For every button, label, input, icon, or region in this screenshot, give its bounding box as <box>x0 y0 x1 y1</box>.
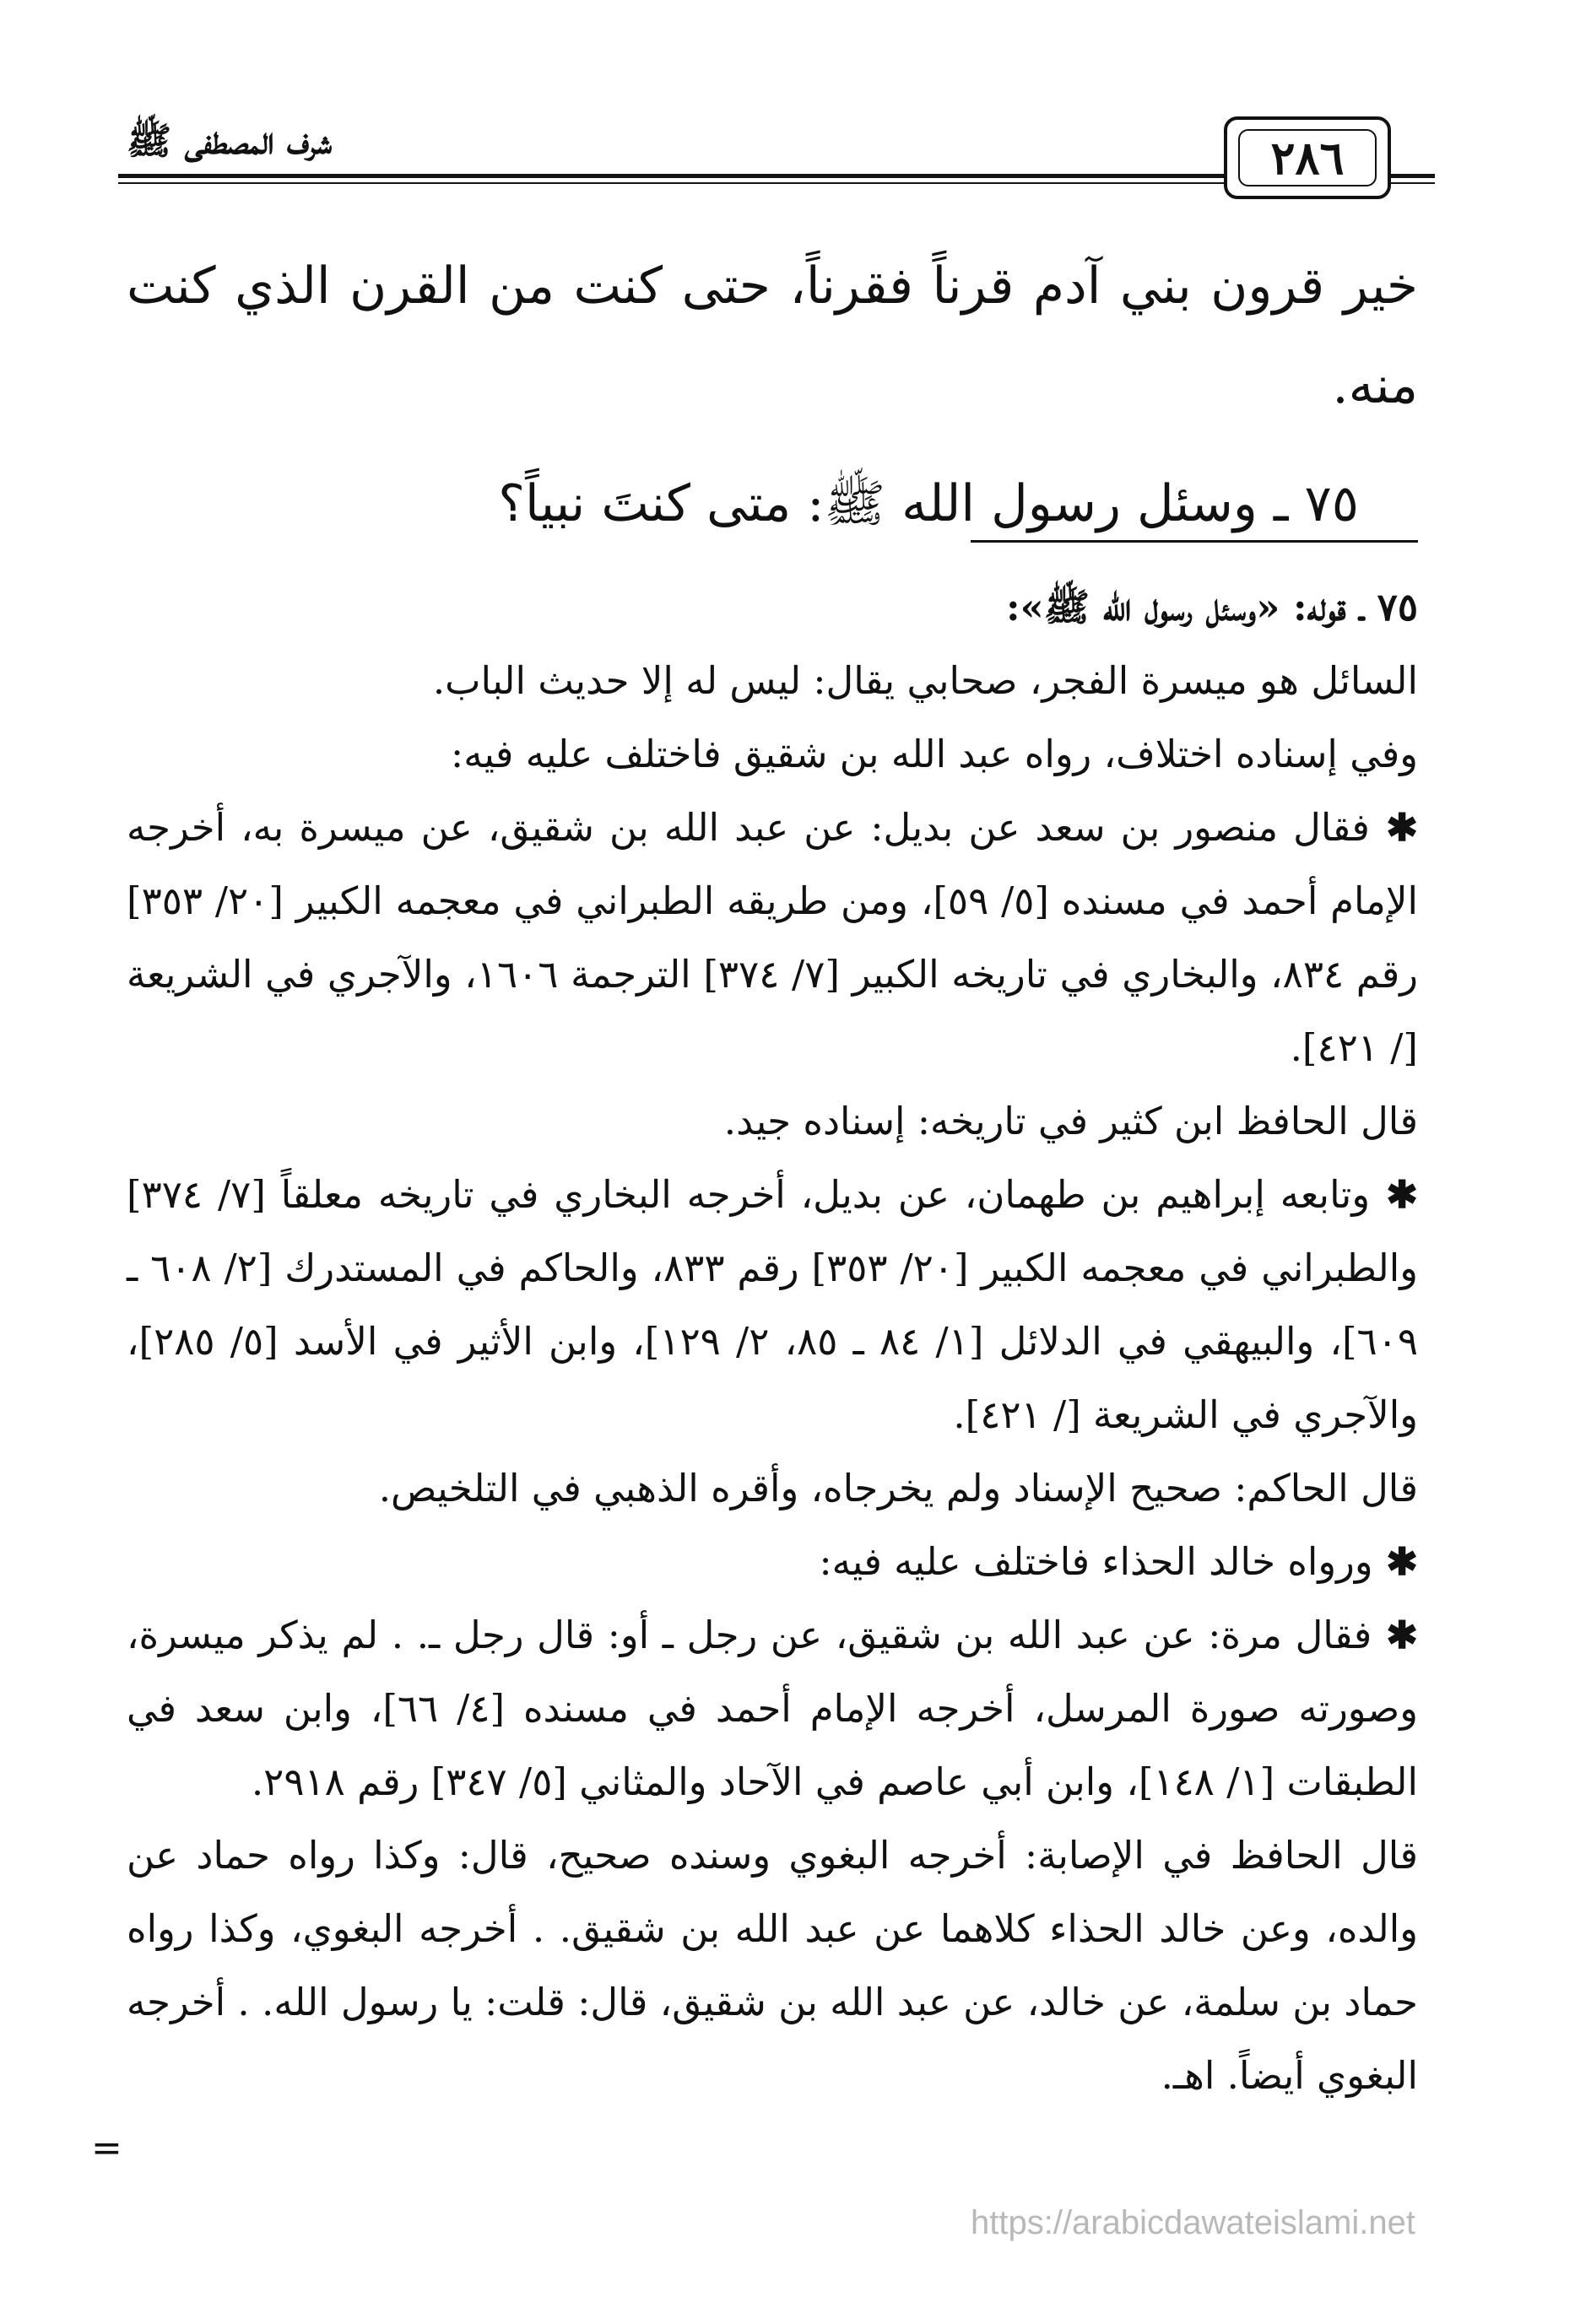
page-number-frame <box>1224 116 1391 199</box>
hadith-item-75: ٧٥ ـ وسئل رسول الله ﷺ: متى كنتَ نبياً؟ <box>498 474 1359 533</box>
watermark-url: https://arabicdawateislami.net <box>971 2204 1415 2241</box>
footnotes <box>127 570 1418 2112</box>
footnote-line-starred: ✱ فقال منصور بن سعد عن بديل: عن عبد الله بن شقيق، عن ميسرة به، أخرجه الإمام أحمد في مسنده [٥/ ٥٩]، ومن طريقه الطبراني في معجمه الكبير [٢٠/ ٣٥٣] رقم ٨٣٤، والبخاري في تاريخه الكبير [٧/ ٣٧٤] الترجمة ١٦٠٦، والآجري في الشريعة [/ ٤٢١]. <box>127 791 1418 1084</box>
footnote-line: قال الحافظ في الإصابة: أخرجه البغوي وسنده صحيح، قال: وكذا رواه حماد عن والده، وعن خالد الحذاء كلاهما عن عبد الله بن شقيق. . أخرجه البغوي، وكذا رواه حماد بن سلمة، عن خالد، عن عبد الله بن شقيق، قال: قلت: يا رسول الله. . أخرجه البغوي أيضاً. اهـ. <box>127 1833 1418 2098</box>
footnote-separator <box>971 540 1418 543</box>
footnote-line-starred: ✱ ورواه خالد الحذاء فاختلف عليه فيه: <box>127 1525 1418 1598</box>
footnote-line-starred: ✱ وتابعه إبراهيم بن طهمان، عن بديل، أخرجه البخاري في تاريخه معلقاً [٧/ ٣٧٤] والطبراني في معجمه الكبير [٢٠/ ٣٥٣] رقم ٨٣٣، والحاكم في المستدرك [٢/ ٦٠٨ ـ ٦٠٩]، والبيهقي في الدلائل [١/ ٨٤ ـ ٨٥، ٢/ ١٢٩]، وابن الأثير في الأسد [٥/ ٢٨٥]، والآجري في الشريعة [/ ٤٢١]. <box>127 1158 1418 1451</box>
footnote-line: وفي إسناده اختلاف، رواه عبد الله بن شقيق فاختلف عليه فيه: <box>451 732 1418 776</box>
footnote-line-starred: ✱ فقال مرة: عن عبد الله بن شقيق، عن رجل ـ أو: قال رجل ـ. . لم يذكر ميسرة، وصورته صورة المرسل، أخرجه الإمام أحمد في مسنده [٤/ ٦٦]، وابن سعد في الطبقات [١/ ١٤٨]، وابن أبي عاصم في الآحاد والمثاني [٥/ ٣٤٧] رقم ٢٩١٨. <box>127 1598 1418 1819</box>
footnote-heading: ٧٥ ـ قوله: «وسئل رسول الله ﷺ»: <box>1006 585 1418 630</box>
footnote-line: السائل هو ميسرة الفجر، صحابي يقال: ليس له إلا حديث الباب. <box>432 658 1418 703</box>
footnote-line: قال الحاكم: صحيح الإسناد ولم يخرجاه، وأقره الذهبي في التلخيص. <box>378 1466 1418 1511</box>
page-number: ٢٨٦ <box>1238 129 1377 186</box>
main-paragraph: خير قرون بني آدم قرناً فقرناً، حتى كنت من القرن الذي كنت منه. <box>127 257 1418 415</box>
running-header-title: شرف المصطفى ﷺ <box>127 120 333 163</box>
footnote-line: قال الحافظ ابن كثير في تاريخه: إسناده جيد. <box>723 1099 1418 1143</box>
continuation-mark: = <box>91 2127 122 2170</box>
main-text <box>127 236 1418 554</box>
